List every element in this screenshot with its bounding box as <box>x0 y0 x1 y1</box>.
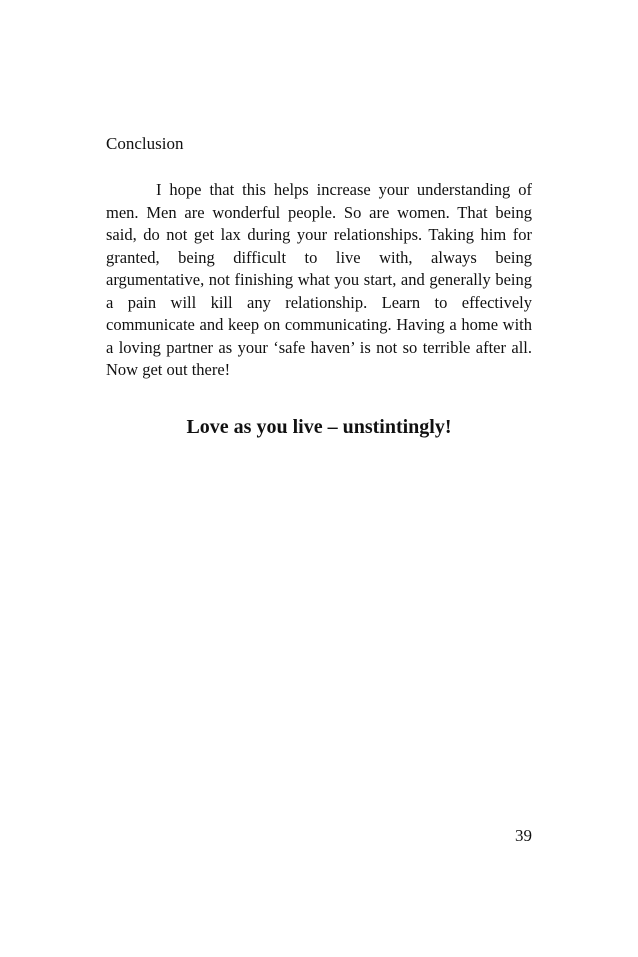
closing-line: Love as you live – unstintingly! <box>186 416 452 438</box>
section-heading: Conclusion <box>106 134 184 153</box>
body-paragraph: I hope that this helps increase your understanding of men. Men are wonderful people. So are women. That being said, do not get lax during your relationships. Taking him for granted, being difficult to live with, always being argumentative, not finishing what you start, and generally being a pain will kill any relationship. Learn to effectively communicate and keep on communicating. Having a home with a loving partner as your ‘safe haven’ is not so terrible after all. Now get out there! <box>106 180 532 379</box>
page-number: 39 <box>515 826 532 845</box>
